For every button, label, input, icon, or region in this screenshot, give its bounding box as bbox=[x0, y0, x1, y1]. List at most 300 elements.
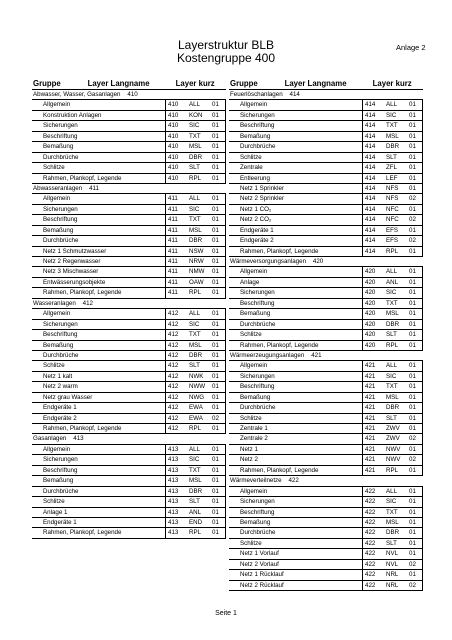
table-row bbox=[32, 111, 226, 121]
layer-index: 01 bbox=[408, 382, 423, 391]
table-row bbox=[229, 445, 423, 455]
cost-group-number: 410 bbox=[168, 111, 179, 119]
layer-name: Allgemein bbox=[229, 267, 363, 276]
layer-index: 01 bbox=[211, 361, 226, 370]
table-row bbox=[229, 414, 423, 424]
cost-group-number: 421 bbox=[365, 414, 376, 422]
layer-index: 01 bbox=[408, 299, 423, 308]
cost-group-number: 420 bbox=[365, 310, 376, 318]
table-row bbox=[229, 278, 423, 288]
layer-index: 01 bbox=[211, 351, 226, 360]
layer-index: 01 bbox=[408, 487, 423, 496]
cost-group-number: 421 bbox=[365, 466, 376, 474]
table-row bbox=[229, 132, 423, 142]
cost-group-number: 410 bbox=[168, 101, 179, 109]
cost-group-number: 422 bbox=[365, 498, 376, 506]
layer-name: Sicherungen bbox=[32, 455, 166, 464]
layer-name: Netz 1 Schmutzwasser bbox=[32, 247, 166, 256]
right-table bbox=[229, 72, 423, 591]
layer-name: Konstruktion Anlagen bbox=[32, 111, 166, 120]
layer-code: ALL bbox=[386, 487, 398, 495]
table-row bbox=[229, 267, 423, 277]
cost-group-number: 413 bbox=[168, 477, 179, 485]
cost-group-number: 410 bbox=[168, 164, 179, 172]
column-header-langname: Layer Langname bbox=[87, 79, 150, 88]
layer-name: Endgeräte 1 bbox=[32, 518, 166, 527]
cost-group-number: 412 bbox=[168, 393, 179, 401]
layer-index: 02 bbox=[408, 236, 423, 245]
table-row bbox=[229, 184, 423, 194]
table-row bbox=[32, 247, 226, 257]
cost-group-number: 411 bbox=[168, 226, 178, 234]
cost-group-number: 413 bbox=[168, 518, 179, 526]
layer-name: Beschriftung bbox=[32, 132, 166, 141]
layer-index: 01 bbox=[211, 278, 226, 287]
layer-name: Entwässerungsobjekte bbox=[32, 278, 166, 287]
layer-name: Sicherungen bbox=[32, 121, 166, 130]
right-table-body bbox=[229, 90, 423, 591]
table-row bbox=[229, 508, 423, 518]
right-table-header bbox=[229, 72, 423, 90]
cost-group-number: 422 bbox=[365, 571, 376, 579]
cost-group-number: 420 bbox=[365, 331, 376, 339]
layer-code: SIC bbox=[189, 456, 200, 464]
layer-name: Durchbrüche bbox=[229, 142, 363, 151]
table-row bbox=[32, 257, 226, 267]
layer-code: NSW bbox=[189, 247, 204, 255]
layer-name: Zentrale bbox=[229, 163, 363, 172]
cost-group-number: 421 bbox=[365, 435, 376, 443]
layer-code: ALL bbox=[189, 195, 201, 203]
group-number: 420 bbox=[312, 258, 324, 265]
layer-code: NWV bbox=[386, 445, 401, 453]
layer-code: DBR bbox=[386, 143, 400, 151]
cost-group-number: 421 bbox=[365, 383, 376, 391]
layer-code: NWV bbox=[386, 456, 401, 464]
left-table-header bbox=[32, 72, 226, 90]
cost-group-number: 412 bbox=[168, 320, 179, 328]
layer-index: 01 bbox=[408, 247, 423, 256]
layer-code: NWW bbox=[189, 383, 206, 391]
cost-group-number: 421 bbox=[365, 362, 376, 370]
layer-code: EFS bbox=[386, 226, 399, 234]
layer-index: 02 bbox=[408, 215, 423, 224]
layer-code: MSL bbox=[386, 310, 399, 318]
layer-index: 01 bbox=[211, 132, 226, 141]
cost-group-number: 412 bbox=[168, 331, 179, 339]
group-number: 421 bbox=[311, 351, 322, 359]
layer-index: 01 bbox=[211, 508, 226, 517]
layer-code: NFC bbox=[386, 216, 399, 224]
layer-code: NRL bbox=[386, 581, 399, 589]
group-number: 411 bbox=[89, 184, 99, 192]
table-row bbox=[229, 320, 423, 330]
layer-code: DBR bbox=[189, 487, 203, 495]
layer-code: SLT bbox=[386, 539, 397, 547]
layer-index: 02 bbox=[408, 581, 423, 590]
cost-group-number: 414 bbox=[365, 237, 376, 245]
group-label: Abwasser, Wasser, Gasanlagen bbox=[33, 91, 121, 98]
table-row bbox=[229, 424, 423, 434]
layer-name: Netz 1 Sprinkler bbox=[229, 184, 363, 193]
group-row bbox=[229, 476, 423, 486]
layer-name: Bemaßung bbox=[32, 226, 166, 235]
column-header-kurz: Layer kurz bbox=[175, 79, 215, 88]
layer-code: SIC bbox=[386, 498, 397, 506]
layer-index: 01 bbox=[408, 330, 423, 339]
layer-name: Rahmen, Plankopf, Legende bbox=[229, 247, 363, 256]
table-row bbox=[32, 361, 226, 371]
cost-group-number: 421 bbox=[365, 445, 376, 453]
table-row bbox=[32, 351, 226, 361]
cost-group-number: 411 bbox=[168, 289, 178, 297]
cost-group-number: 422 bbox=[365, 560, 376, 568]
layer-index: 01 bbox=[408, 320, 423, 329]
layer-code: SIC bbox=[386, 111, 397, 119]
layer-code: RPL bbox=[189, 529, 202, 537]
layer-name: Sicherungen bbox=[32, 320, 166, 329]
table-row bbox=[229, 341, 423, 351]
layer-index: 01 bbox=[211, 257, 226, 266]
layer-code: END bbox=[189, 518, 203, 526]
layer-name: Schlitze bbox=[229, 330, 363, 339]
table-row bbox=[229, 288, 423, 298]
layer-code: EWA bbox=[189, 414, 203, 422]
table-row bbox=[32, 267, 226, 277]
layer-name: Netz 2 Vorlauf bbox=[229, 560, 363, 569]
group-row bbox=[229, 351, 423, 361]
layer-code: SLT bbox=[386, 153, 397, 161]
layer-name: Netz 1 Vorlauf bbox=[229, 549, 363, 558]
layer-name: Schlitze bbox=[32, 361, 166, 370]
table-row bbox=[229, 518, 423, 528]
cost-group-number: 414 bbox=[365, 195, 376, 203]
layer-name: Endgeräte 1 bbox=[229, 226, 363, 235]
table-row bbox=[229, 299, 423, 309]
cost-group-number: 422 bbox=[365, 539, 376, 547]
table-row bbox=[229, 560, 423, 570]
table-row bbox=[32, 508, 226, 518]
table-row bbox=[229, 528, 423, 538]
layer-name: Rahmen, Plankopf, Legende bbox=[229, 341, 363, 350]
layer-name: Durchbrüche bbox=[32, 153, 166, 162]
layer-name: Netz 2 bbox=[229, 455, 363, 464]
layer-code: TXT bbox=[386, 508, 398, 516]
cost-group-number: 410 bbox=[168, 143, 179, 151]
group-row bbox=[229, 257, 423, 267]
cost-group-number: 410 bbox=[168, 132, 179, 140]
layer-code: NRW bbox=[189, 258, 204, 265]
layer-name: Rahmen, Plankopf, Legende bbox=[32, 288, 166, 297]
layer-index: 01 bbox=[408, 205, 423, 214]
layer-code: EFS bbox=[386, 237, 399, 245]
table-row bbox=[32, 393, 226, 403]
layer-index: 01 bbox=[211, 455, 226, 464]
layer-name: Endgeräte 2 bbox=[229, 236, 363, 245]
cost-group-number: 414 bbox=[365, 153, 376, 161]
layer-name: Netz 1 Rücklauf bbox=[229, 570, 363, 579]
table-row bbox=[32, 163, 226, 173]
layer-code: RPL bbox=[386, 341, 399, 349]
layer-name: Durchbrüche bbox=[229, 320, 363, 329]
layer-code: DBR bbox=[189, 237, 203, 245]
table-row bbox=[229, 247, 423, 257]
cost-group-number: 414 bbox=[365, 164, 376, 172]
table-row bbox=[229, 215, 423, 225]
layer-code: ANL bbox=[189, 508, 202, 516]
layer-index: 01 bbox=[408, 153, 423, 162]
table-row bbox=[32, 518, 226, 528]
cost-group-number: 420 bbox=[365, 268, 376, 276]
layer-code: ALL bbox=[189, 445, 201, 453]
cost-group-number: 414 bbox=[365, 247, 376, 255]
cost-group-number: 411 bbox=[168, 268, 178, 276]
layer-code: DBR bbox=[189, 351, 203, 359]
cost-group-number: 411 bbox=[168, 237, 178, 245]
layer-code: NFS bbox=[386, 195, 399, 203]
table-row bbox=[32, 476, 226, 486]
table-row bbox=[229, 539, 423, 549]
layer-index: 01 bbox=[211, 236, 226, 245]
cost-group-number: 422 bbox=[365, 487, 376, 495]
cost-group-number: 413 bbox=[168, 466, 179, 474]
table-row bbox=[32, 382, 226, 392]
table-row bbox=[229, 497, 423, 507]
layer-name: Beschriftung bbox=[32, 215, 166, 224]
layer-name: Anlage bbox=[229, 278, 363, 287]
layer-name: Allgemein bbox=[32, 100, 166, 109]
layer-code: RPL bbox=[189, 174, 202, 182]
layer-name: Sicherungen bbox=[229, 372, 363, 381]
layer-index: 01 bbox=[211, 445, 226, 454]
cost-group-number: 413 bbox=[168, 456, 179, 464]
group-label: Wasseranlagen bbox=[33, 299, 76, 307]
table-row bbox=[229, 393, 423, 403]
layer-index: 01 bbox=[408, 288, 423, 297]
table-row bbox=[32, 132, 226, 142]
table-row bbox=[32, 330, 226, 340]
layer-index: 01 bbox=[408, 424, 423, 433]
table-row bbox=[32, 215, 226, 225]
layer-code: DBR bbox=[386, 404, 400, 412]
layer-code: SIC bbox=[386, 289, 397, 297]
layer-name: Beschriftung bbox=[32, 330, 166, 339]
document-title: Layerstruktur BLB bbox=[177, 38, 275, 52]
table-row bbox=[32, 142, 226, 152]
table-row bbox=[229, 372, 423, 382]
layer-name: Schlitze bbox=[229, 539, 363, 548]
layer-index: 01 bbox=[408, 361, 423, 370]
group-number: 410 bbox=[127, 91, 138, 98]
layer-code: TXT bbox=[189, 331, 201, 339]
layer-index: 01 bbox=[211, 215, 226, 224]
layer-name: Endgeräte 1 bbox=[32, 403, 166, 412]
layer-index: 01 bbox=[408, 508, 423, 517]
cost-group-number: 422 bbox=[365, 529, 376, 537]
layer-code: MSL bbox=[386, 518, 399, 526]
table-row bbox=[229, 194, 423, 204]
layer-index: 01 bbox=[211, 226, 226, 235]
layer-index: 01 bbox=[211, 100, 226, 109]
table-row bbox=[32, 226, 226, 236]
table-row bbox=[32, 414, 226, 424]
table-row bbox=[229, 309, 423, 319]
cost-group-number: 421 bbox=[365, 456, 376, 464]
layer-index: 01 bbox=[211, 528, 226, 537]
layer-index: 01 bbox=[408, 341, 423, 350]
group-row bbox=[32, 184, 226, 194]
layer-name: Rahmen, Plankopf, Legende bbox=[32, 528, 166, 537]
group-label: Wärmeerzeugungsanlagen bbox=[230, 351, 305, 359]
layer-index: 01 bbox=[408, 414, 423, 423]
table-row bbox=[229, 205, 423, 215]
layer-index: 01 bbox=[408, 309, 423, 318]
cost-group-number: 414 bbox=[365, 101, 376, 109]
layer-name: Durchbrüche bbox=[229, 528, 363, 537]
cost-group-number: 412 bbox=[168, 362, 179, 370]
table-row bbox=[32, 403, 226, 413]
group-number: 412 bbox=[82, 299, 93, 307]
table-row bbox=[229, 382, 423, 392]
layer-index: 01 bbox=[211, 309, 226, 318]
column-header-gruppe: Gruppe bbox=[33, 79, 61, 88]
layer-name: Schlitze bbox=[32, 497, 166, 506]
layer-code: NVL bbox=[386, 560, 399, 568]
layer-index: 01 bbox=[211, 121, 226, 130]
layer-index: 01 bbox=[408, 100, 423, 109]
layer-code: ANL bbox=[386, 278, 399, 286]
table-row bbox=[229, 174, 423, 184]
layer-code: TXT bbox=[189, 216, 201, 224]
layer-code: NVL bbox=[386, 550, 399, 558]
layer-code: LEF bbox=[386, 174, 398, 182]
layer-code: SLT bbox=[189, 362, 200, 370]
layer-code: ZWV bbox=[386, 435, 400, 443]
layer-index: 01 bbox=[408, 174, 423, 183]
cost-group-number: 412 bbox=[168, 404, 179, 412]
layer-index: 01 bbox=[408, 570, 423, 579]
layer-index: 01 bbox=[211, 174, 226, 183]
layer-index: 01 bbox=[408, 372, 423, 381]
layer-name: Durchbrüche bbox=[32, 236, 166, 245]
layer-name: Beschriftung bbox=[229, 382, 363, 391]
layer-code: TXT bbox=[189, 132, 201, 140]
table-row bbox=[229, 581, 423, 591]
layer-index: 01 bbox=[408, 549, 423, 558]
layer-index: 01 bbox=[408, 132, 423, 141]
layer-name: Schlitze bbox=[229, 153, 363, 162]
cost-group-number: 421 bbox=[365, 393, 376, 401]
layer-index: 01 bbox=[211, 247, 226, 256]
layer-code: NFS bbox=[386, 184, 399, 192]
layer-name: Beschriftung bbox=[229, 508, 363, 517]
layer-index: 01 bbox=[408, 497, 423, 506]
table-row bbox=[229, 487, 423, 497]
table-row bbox=[229, 361, 423, 371]
layer-name: Bemaßung bbox=[32, 476, 166, 485]
layer-index: 01 bbox=[211, 393, 226, 402]
table-row bbox=[32, 487, 226, 497]
table-row bbox=[229, 100, 423, 110]
cost-group-number: 413 bbox=[168, 445, 179, 453]
layer-index: 01 bbox=[408, 539, 423, 548]
layer-name: Netz 3 Mischwasser bbox=[32, 267, 166, 276]
layer-code: SIC bbox=[189, 122, 200, 130]
layer-name: Allgemein bbox=[229, 100, 363, 109]
cost-group-number: 414 bbox=[365, 111, 376, 119]
cost-group-number: 420 bbox=[365, 289, 376, 297]
layer-name: Netz 2 warm bbox=[32, 382, 166, 391]
layer-code: ZFL bbox=[386, 164, 398, 172]
layer-index: 01 bbox=[408, 466, 423, 475]
layer-index: 01 bbox=[408, 393, 423, 402]
group-label: Wärmeversorgungsanlagen bbox=[230, 258, 307, 265]
layer-code: MSL bbox=[189, 143, 202, 151]
layer-code: ALL bbox=[386, 268, 398, 276]
group-row bbox=[32, 434, 226, 444]
layer-name: Sicherungen bbox=[229, 288, 363, 297]
table-row bbox=[229, 153, 423, 163]
layer-name: Anlage 1 bbox=[32, 508, 166, 517]
table-row bbox=[32, 497, 226, 507]
layer-code: ALL bbox=[386, 101, 398, 109]
group-row bbox=[229, 90, 423, 100]
layer-name: Beschriftung bbox=[32, 466, 166, 475]
cost-group-number: 412 bbox=[168, 341, 179, 349]
cost-group-number: 413 bbox=[168, 529, 179, 537]
layer-code: NWK bbox=[189, 372, 204, 380]
cost-group-number: 421 bbox=[365, 425, 376, 432]
layer-index: 01 bbox=[211, 518, 226, 527]
cost-group-number: 412 bbox=[168, 414, 179, 422]
layer-index: 01 bbox=[211, 111, 226, 120]
layer-index: 01 bbox=[211, 487, 226, 496]
table-row bbox=[32, 278, 226, 288]
layer-code: MSL bbox=[189, 341, 202, 349]
cost-group-number: 411 bbox=[168, 216, 178, 224]
layer-name: Sicherungen bbox=[229, 111, 363, 120]
page-number: Seite 1 bbox=[215, 610, 237, 617]
cost-group-number: 422 bbox=[365, 550, 376, 558]
layer-name: Sicherungen bbox=[229, 497, 363, 506]
column-header-gruppe: Gruppe bbox=[230, 79, 258, 88]
cost-group-number: 420 bbox=[365, 341, 376, 349]
column-header-kurz: Layer kurz bbox=[372, 79, 412, 88]
layer-code: ALL bbox=[189, 101, 201, 109]
layer-index: 01 bbox=[211, 153, 226, 162]
cost-group-number: 412 bbox=[168, 383, 179, 391]
layer-name: Bemaßung bbox=[229, 132, 363, 141]
cost-group-number: 414 bbox=[365, 184, 376, 192]
layer-index: 02 bbox=[211, 414, 226, 423]
cost-group-number: 412 bbox=[168, 310, 179, 318]
group-number: 414 bbox=[289, 91, 300, 98]
layer-name: Netz 1 kalt bbox=[32, 372, 166, 381]
layer-name: Bemaßung bbox=[32, 142, 166, 151]
group-row bbox=[32, 90, 226, 100]
layer-code: NRL bbox=[386, 571, 399, 579]
layer-index: 01 bbox=[408, 184, 423, 193]
table-row bbox=[32, 288, 226, 298]
table-row bbox=[32, 528, 226, 538]
layer-code: RPL bbox=[189, 425, 202, 432]
group-number: 422 bbox=[288, 477, 299, 485]
table-row bbox=[229, 466, 423, 476]
cost-group-number: 414 bbox=[365, 216, 376, 224]
layer-index: 01 bbox=[211, 267, 226, 276]
layer-index: 01 bbox=[211, 497, 226, 506]
table-row bbox=[229, 570, 423, 580]
